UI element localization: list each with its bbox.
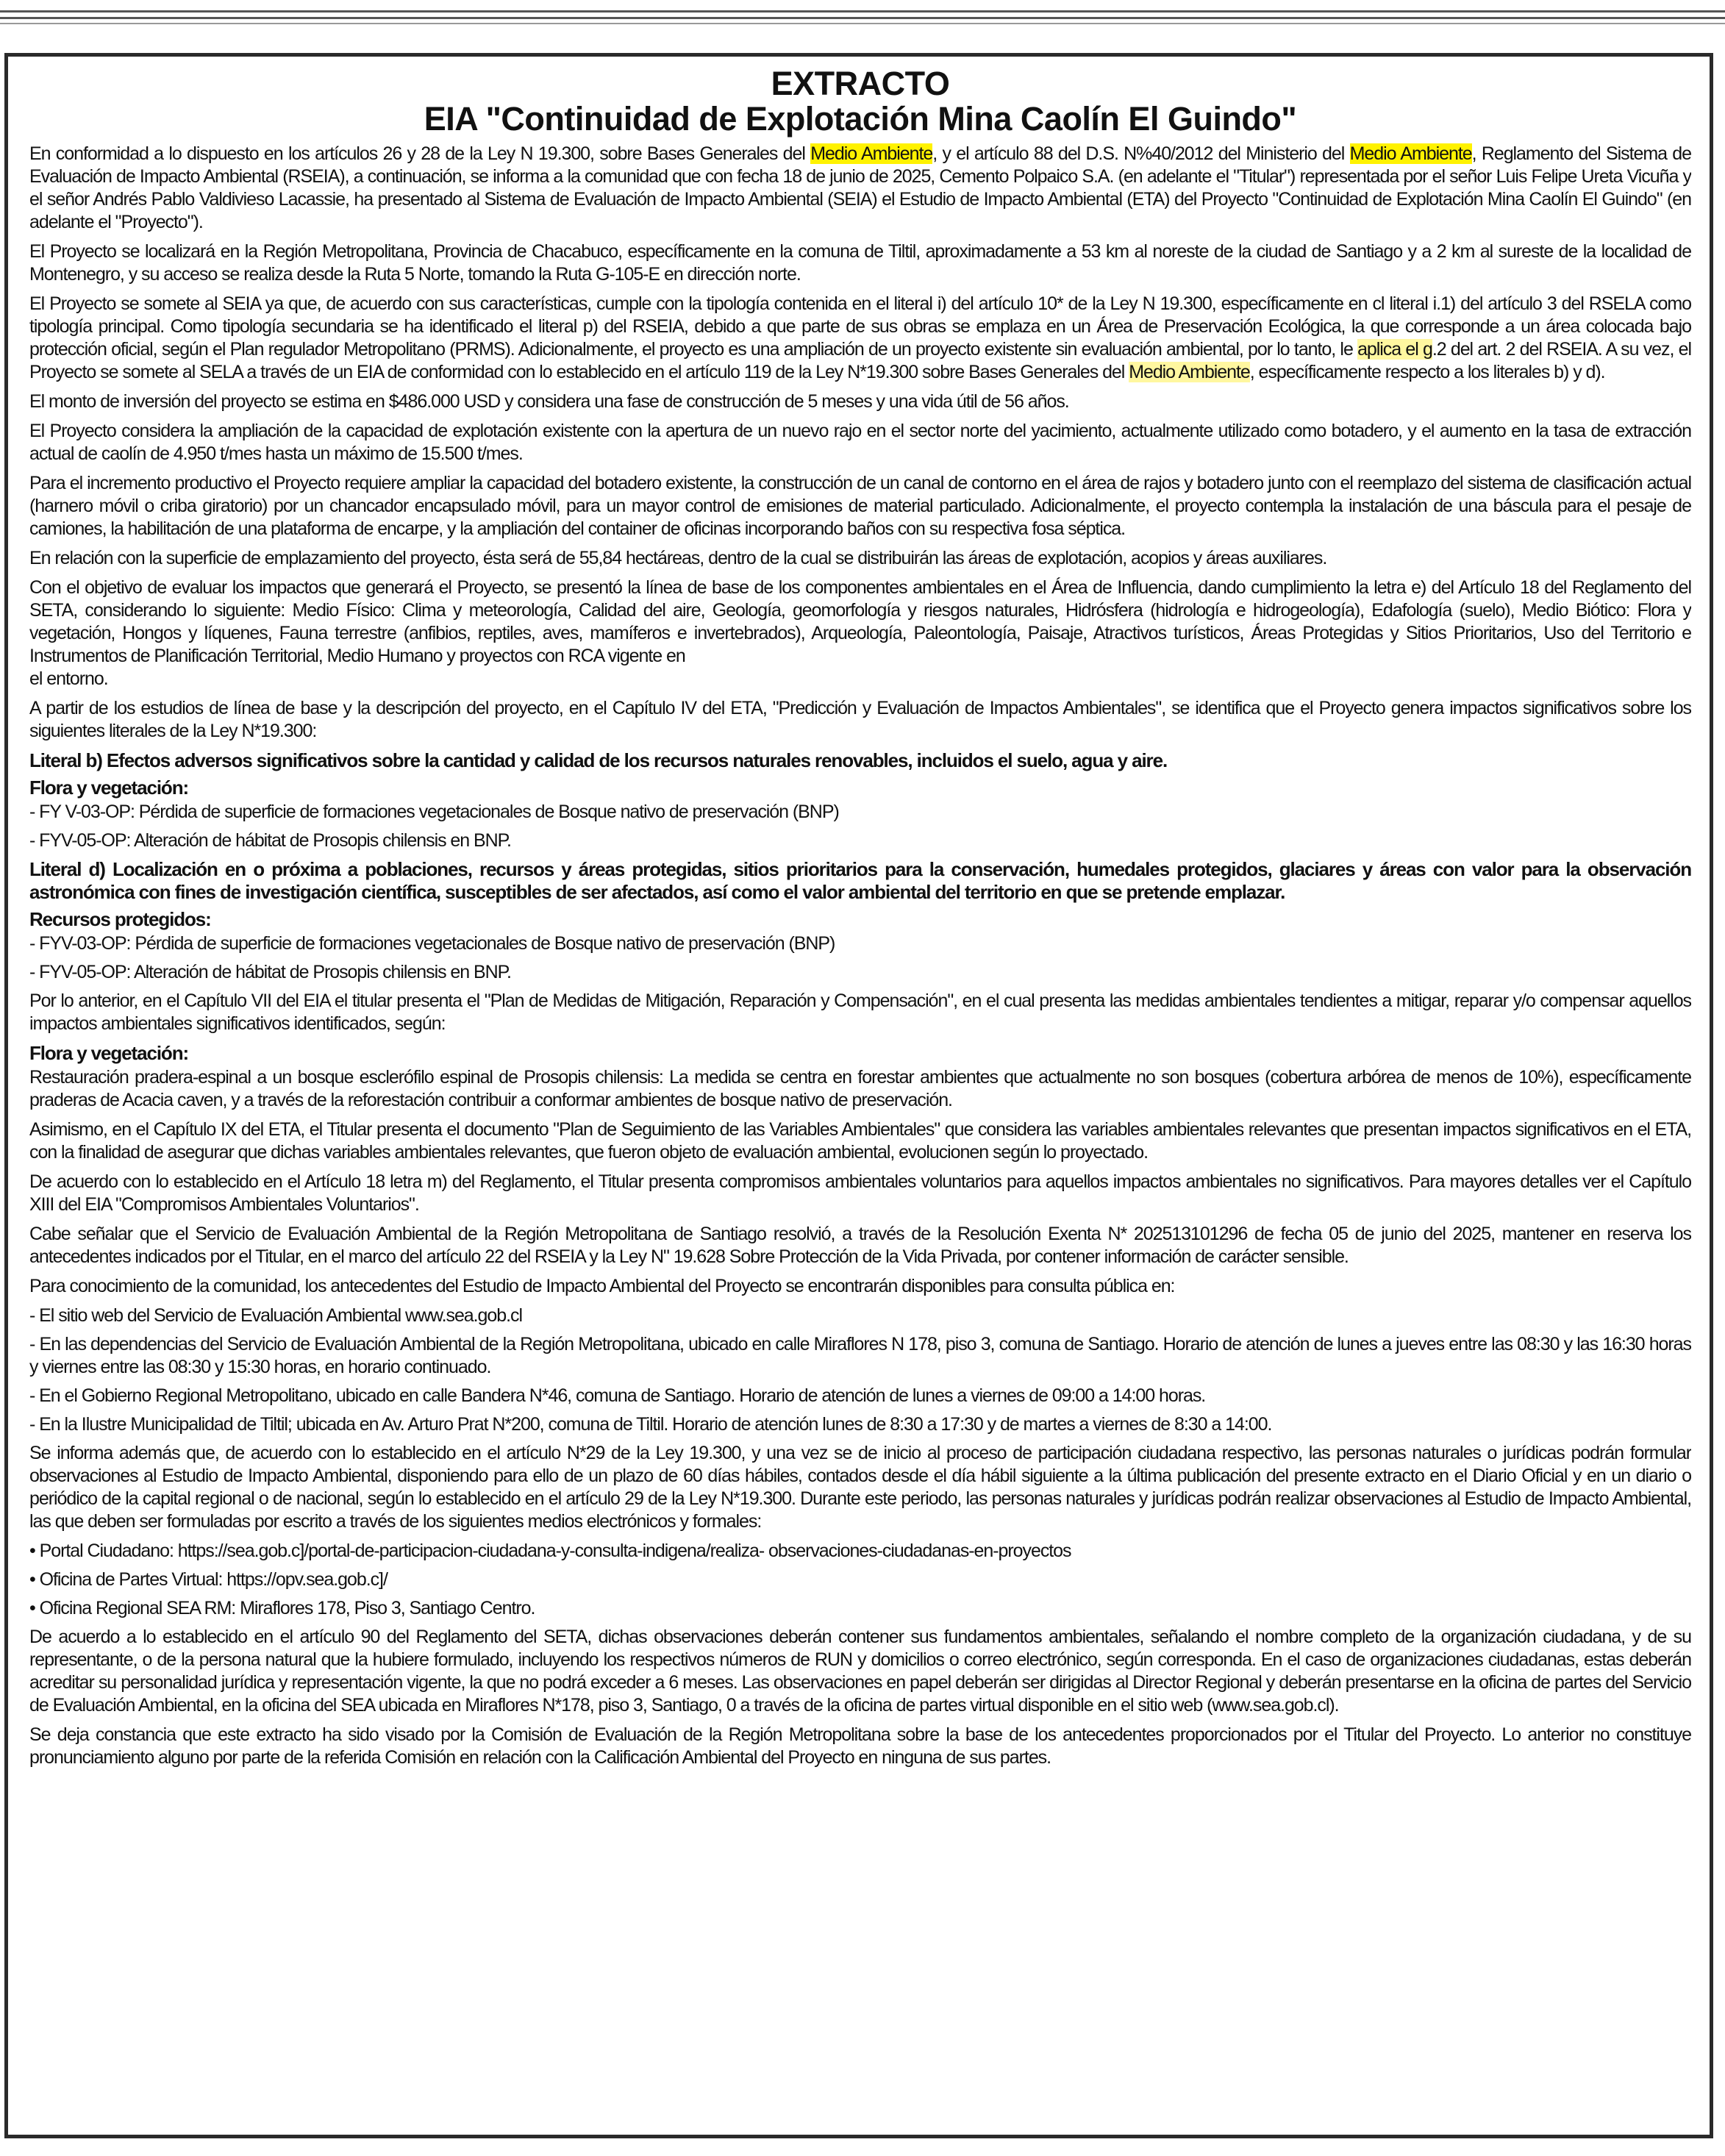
list-item: - En el Gobierno Regional Metropolitano, ubicado en calle Bandera N*46, comuna de Santiago. Horario de atención de lunes a viernes de 09:00 a 14:00 horas. — [29, 1385, 1206, 1406]
intro-paragraph-3 — [29, 293, 1691, 384]
text-run: , y el artículo 88 del D.S. N%40/2012 del Ministerio del — [932, 143, 1350, 164]
intro-paragraph-2: El Proyecto se localizará en la Región Metropolitana, Provincia de Chacabuco, específicamente en la comuna de Tiltil, aproximadamente a 53 km al noreste de la ciudad de Santiago y a 2 km al sureste de la localidad de Montenegro, y su acceso se realiza desde la Ruta 5 Norte, tomando la Ruta G-105-E en dirección norte. — [29, 241, 1691, 285]
impacts-paragraph: A partir de los estudios de línea de base y la descripción del proyecto, en el Capítulo IV del ETA, "Predicción y Evaluación de Impactos Ambientales", se identifica que el Proyecto genera impactos significativos sobre los siguientes literales de la Ley N*19.300: — [29, 698, 1691, 741]
text-run: En conformidad a lo dispuesto en los artículos 26 y 28 de la Ley N 19.300, sobre Bases Generales del — [29, 143, 811, 164]
monitoring-paragraph: Asimismo, en el Capítulo IX del ETA, el Titular presenta el documento "Plan de Seguimiento de las Variables Ambientales" que considera las variables ambientales relevantes que presentan impactos significativos en el ETA, con la finalidad de asegurar que dichas variables ambientales relevantes, que fueron objeto de evaluación ambiental, evolucionen según lo proyectado. — [29, 1119, 1691, 1163]
highlighted-text: Medio Ambiente — [810, 143, 933, 164]
voluntary-commitments-paragraph: De acuerdo con lo establecido en el Artículo 18 letra m) del Reglamento, el Titular presenta compromisos ambientales voluntarios para aquellos impactos ambientales no significativos. Para mayores detalles ver el Capítulo XIII del EIA "Compromisos Ambientales Voluntarios". — [29, 1171, 1691, 1215]
notice-body — [29, 143, 1691, 1769]
highlighted-text: aplica el g — [1357, 339, 1432, 360]
text-run: Con el objetivo de evaluar los impactos que generará el Proyecto, se presentó la línea de base de los componentes ambientales en el Área de Influencia, dando cumplimiento la letra e) del Artículo 18 del Reglamento del SETA, considerando lo siguiente: Medio Físico: Clima y meteorología, Calidad del aire, Geología, geomorfología y riesgos naturales, Hidrósfera (hidrología e hidrogeología), Edafología (suelo), Medio Biótico: Flora y vegetación, Hongos y líquenes, Fauna terrestre (anfibios, reptiles, aves, mamíferos e invertebrados), Arqueología, Paleontología, Paisaje, Atractivos turísticos, Áreas Protegidas y Sitios Prioritarios, Uso del Territorio e Instrumentos de Planificación Territorial, Medio Humano y proyectos con RCA vigente en — [29, 577, 1691, 666]
observations-paragraph: Se informa además que, de acuerdo con lo establecido en el artículo N*29 de la Ley 19.300, y una vez se de inicio al proceso de participación ciudadana respectivo, las personas naturales o jurídicas podrán formular observaciones al Estudio de Impacto Ambiental, disponiendo para ello de un plazo de 60 días hábiles, contados desde el día hábil siguiente a la última publicación del presente extracto en el Diario Oficial y en un diario o periódico de la capital regional o de nacional, según lo establecido en el artículo 29 de la Ley N*19.300. Durante este periodo, las personas naturales y jurídicas podrán realizar observaciones al Estudio de Impacto Ambiental, las que deben ser formuladas por escrito a través de los siguientes medios electrónicos y formales: — [29, 1443, 1691, 1532]
title-line-1: EXTRACTO — [771, 66, 950, 102]
highlighted-text: Medio Ambiente — [1349, 143, 1472, 164]
title-line-2: EIA "Continuidad de Explotación Mina Caolín El Guindo" — [424, 100, 1297, 138]
closing-paragraph: Se deja constancia que este extracto ha sido visado por la Comisión de Evaluación de la Región Metropolitana sobre la base de los antecedentes proporcionados por el Titular del Proyecto. Lo anterior no constituye pronunciamiento alguno por parte de la referida Comisión en relación con la Calificación Ambiental del Proyecto en ninguna de sus partes. — [29, 1724, 1691, 1768]
intro-paragraph-1 — [29, 143, 1691, 234]
mitigation-paragraph: Por lo anterior, en el Capítulo VII del EIA el titular presenta el "Plan de Medidas de Mitigación, Reparación y Compensación", en el cual presenta las medidas ambientales tendientes a mitigar, reparar y/o compensar aquellos impactos ambientales significativos identificados, según: — [29, 990, 1691, 1034]
list-item: - FYV-05-OP: Alteración de hábitat de Prosopis chilensis en BNP. — [29, 830, 511, 851]
baseline-paragraph — [29, 577, 1691, 690]
mitigation-subheading: Flora y vegetación: — [29, 1042, 189, 1064]
page-title — [29, 66, 1691, 137]
list-item: - FY V-03-OP: Pérdida de superficie de formaciones vegetacionales de Bosque nativo de preservación (BNP) — [29, 802, 839, 822]
list-item: - FYV-03-OP: Pérdida de superficie de formaciones vegetacionales de Bosque nativo de preservación (BNP) — [29, 933, 835, 954]
production-paragraph: Para el incremento productivo el Proyecto requiere ampliar la capacidad del botadero existente, la construcción de un canal de contorno en el área de rajos y botadero junto con el reemplazo del sistema de clasificación actual (harnero móvil o criba giratorio) por un chancador encapsulado móvil, para un mayor control de emisiones de material particulado. Adicionalmente, el proyecto contempla la instalación de una báscula para el pesaje de camiones, la habilitación de una plataforma de encarpe, y la ampliación del container de oficinas incorporando baños con su respectiva fosa séptica. — [29, 473, 1691, 539]
top-rules — [0, 10, 1725, 25]
literal-d-subheading: Recursos protegidos: — [29, 908, 211, 930]
literal-d-heading: Literal d) Localización en o próxima a poblaciones, recursos y áreas protegidas, sitios prioritarios para la conservación, humedales protegidos, glaciares y áreas con valor para la observación astronómica con fines de investigación científica, susceptibles de ser afectados, así como el valor ambiental del territorio en que se pretende emplazar. — [29, 858, 1691, 903]
surface-paragraph: En relación con la superficie de emplazamiento del proyecto, ésta será de 55,84 hectáreas, dentro de la cual se distribuirán las áreas de explotación, acopios y áreas auxiliares. — [29, 548, 1327, 568]
restoration-paragraph: Restauración pradera-espinal a un bosque esclerófilo espinal de Prosopis chilensis: La medida se centra en forestar ambientes que actualmente no son bosques (cobertura arbórea de menos de 10%), específicamente praderas de Acacia caven, y a través de la reforestación contribuir a conformar ambientes de bosque nativo de preservación. — [29, 1067, 1691, 1110]
investment-paragraph: El monto de inversión del proyecto se estima en $486.000 USD y considera una fase de construcción de 5 meses y una vida útil de 56 años. — [29, 391, 1069, 412]
capacity-paragraph: El Proyecto considera la ampliación de la capacidad de explotación existente con la apertura de un nuevo rajo en el sector norte del yacimiento, actualmente utilizado como botadero, y el aumento en la tasa de extracción actual de caolín de 4.950 t/mes hasta un máximo de 15.500 t/mes. — [29, 421, 1691, 464]
text-run: El Proyecto se somete al SEIA ya que, de acuerdo con sus características, cumple con la tipología contenida en el literal i) del artículo 10* de la Ley N 19.300, específicamente en cl literal i.1) del artículo 3 del RSELA como tipología principal. Como tipología secundaria se ha identificado el literal p) del RSEIA, debido a que parte de sus obras se emplaza en un Área de Preservación Ecológica, la que corresponde a un área colocada bajo protección oficial, según el Plan regulador Metropolitano (PRMS). Adicionalmente, el proyecto es una ampliación de un proyecto existente sin evaluación ambiental, por lo tanto, le — [29, 293, 1691, 360]
literal-b-subheading: Flora y vegetación: — [29, 777, 189, 799]
bullet-item: • Oficina de Partes Virtual: https://opv.sea.gob.c]/ — [29, 1569, 388, 1590]
literal-b-heading: Literal b) Efectos adversos significativos sobre la cantidad y calidad de los recursos naturales renovables, incluidos el suelo, agua y aire. — [29, 749, 1168, 771]
text-run: , Reglamento del Sistema de Evaluación de Impacto Ambiental (RSEIA), a continuación, se informa a la comunidad que con fecha 18 de junio de 2025, Cemento Polpaico S.A. (en adelante el "Titular") representada por el señor Luis Felipe Ureta Vicuña y el señor Andrés Pablo Valdivieso Lacassie, ha presentado al Sistema de Evaluación de Impacto Ambiental (SEIA) el Estudio de Impacto Ambiental (ETA) del Proyecto "Continuidad de Explotación Mina Caolín El Guindo" (en adelante el "Proyecto"). — [29, 143, 1691, 232]
highlighted-text: Medio Ambiente — [1129, 362, 1250, 382]
text-run: .2 del art. 2 del RSEIA. A su vez, el Proyecto se somete al SELA a través de un EIA de conformidad con lo establecido en el artículo 119 de la Ley N*19.300 sobre Bases Generales del — [29, 339, 1691, 382]
list-item: - FYV-05-OP: Alteración de hábitat de Prosopis chilensis en BNP. — [29, 962, 511, 982]
top-rule-line — [0, 23, 1725, 24]
bullet-item: • Portal Ciudadano: https://sea.gob.c]/portal-de-participacion-ciudadana-y-consulta-indigena/realiza- observaciones-ciudadanas-en-proyectos — [29, 1541, 1071, 1561]
top-rule-line — [0, 17, 1725, 19]
list-item: - En la Ilustre Municipalidad de Tiltil; ubicada en Av. Arturo Prat N*200, comuna de Tiltil. Horario de atención lunes de 8:30 a 17:30 y de martes a viernes de 8:30 a 14:00. — [29, 1414, 1272, 1435]
reserve-paragraph: Cabe señalar que el Servicio de Evaluación Ambiental de la Región Metropolitana de Santiago resolvió, a través de la Resolución Exenta N* 202513101296 de fecha 05 de junio del 2025, mantener en reserva los antecedentes indicados por el Titular, en el marco del artículo 22 del RSEIA y la Ley N" 19.628 Sobre Protección de la Vida Privada, por contener información de carácter sensible. — [29, 1224, 1691, 1267]
list-item: - El sitio web del Servicio de Evaluación Ambiental www.sea.gob.cl — [29, 1305, 522, 1326]
consultation-intro: Para conocimiento de la comunidad, los antecedentes del Estudio de Impacto Ambiental del Proyecto se encontrarán disponibles para consulta pública en: — [29, 1276, 1175, 1296]
text-run: el entorno. — [29, 668, 108, 689]
article-90-paragraph: De acuerdo a lo establecido en el artículo 90 del Reglamento del SETA, dichas observaciones deberán contener sus fundamentos ambientales, señalando el nombre completo de la organización ciudadana, y de su representante, o de la persona natural que la hubiere formulado, incluyendo los respectivos números de RUN y domicilios o correo electrónico, según corresponda. En el caso de organizaciones ciudadanas, estas deberán acreditar su personalidad jurídica y representación vigente, la que no podrá exceder a 6 meses. Las observaciones en papel deberán ser dirigidas al Director Regional y deberán presentarse en la oficina de partes del Servicio de Evaluación Ambiental, en la oficina del SEA ubicada en Miraflores N*178, piso 3, Santiago, 0 a través de la oficina de partes virtual disponible en el sitio web (www.sea.gob.cl). — [29, 1627, 1691, 1716]
list-item: - En las dependencias del Servicio de Evaluación Ambiental de la Región Metropolitana, ubicado en calle Miraflores N 178, piso 3, comuna de Santiago. Horario de atención de lunes a jueves entre las 08:30 y las 16:30 horas y viernes entre las 08:30 y 15:30 horas, en horario continuado. — [29, 1334, 1691, 1377]
bullet-item: • Oficina Regional SEA RM: Miraflores 178, Piso 3, Santiago Centro. — [29, 1598, 535, 1618]
notice-content — [29, 66, 1691, 2132]
top-rule-line — [0, 10, 1725, 13]
text-run: , específicamente respecto a los literales b) y d). — [1249, 362, 1605, 382]
